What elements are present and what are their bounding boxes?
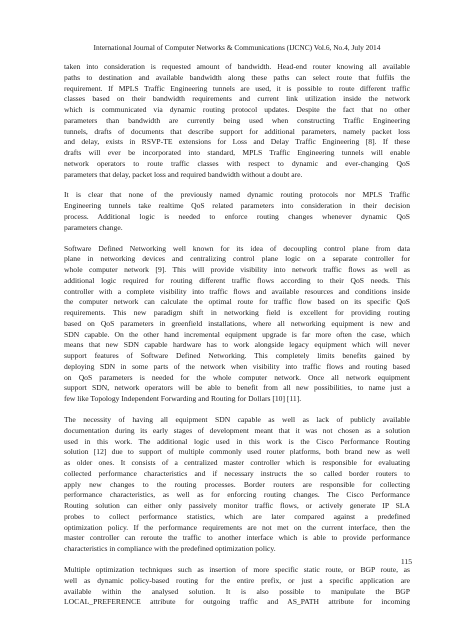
paragraph-2 [64,190,410,233]
text-line: support features of Software Defined Networking. This completely limits benefits gained by [64,351,410,361]
text-line: available within the analysed solution. It is also possible to manipulate the BGP [64,586,410,596]
text-line: means that new SDN capable hardware has to work alongside legacy equipment which will never [64,340,410,350]
text-line: SDN capable. On the other hand incremental equipment upgrade is far more often the case, which [64,329,410,339]
text-line: and delay, exists in RSVP-TE extensions for Loss and Delay Traffic Engineering [8]. If these [64,137,410,147]
text-line: requirements. This new paradigm shift in networking field is excellent for providing routing [64,308,410,318]
text-line: drafts will ever be incorporated into standard, MPLS Traffic Engineering tunnels will enable [64,148,410,157]
paragraph-5 [64,565,410,608]
text-line: which is communicated via dynamic routing protocol updates. Despite the fact that no other [64,105,410,114]
text-line: paths to destination and available bandwidth along these paths can select route that fulfils the [64,72,410,82]
text-line: parameters that delay, packet loss and required bandwidth without a doubt are. [64,169,303,179]
text-line: process. Additional logic is needed to enforce routing changes whenever dynamic QoS [64,211,410,221]
running-header: International Journal of Computer Networks & Communications (IJCNC) Vol.6, No.4, July 2014 [93,43,381,52]
text-line: plane in networking devices and centralizing control plane logic on a separate controller for [64,254,410,264]
text-line: additional logic required for routing different traffic flows according to their QoS needs. This [64,275,410,285]
text-line: support SDN, network operators will be able to benefit from all new possibilities, to name just a [64,383,410,393]
article-body [64,62,410,618]
text-line: solution [12] due to support of multiple commonly used router platforms, both brand new as well [64,447,410,457]
text-line: few like Topology Independent Forwarding and Routing for Dollars [10] [11]. [64,394,302,404]
paragraph-4 [64,415,410,555]
text-line: requirement. If MPLS Traffic Engineering tunnels are used, it is possible to route different traffic [64,83,410,93]
text-line: Software Defined Networking well known for its idea of decoupling control plane from data [64,243,410,253]
text-line: collected performance characteristics and if necessary instructs the so called border routers to [64,468,410,478]
text-line: network operators to route traffic classes with respect to dynamic and ever-changing QoS [64,158,410,168]
paragraph-1 [64,62,410,180]
text-line: controller with a complete visibility into traffic flows and available resources and conditions inside [64,286,410,296]
text-line: based on QoS parameters in greenfield installations, where all networking equipment is new and [64,318,410,328]
text-line: LOCAL_PREFERENCE attribute for outgoing traffic and AS_PATH attribute for incoming [64,597,410,607]
text-line: probes to collect performance statistics, which are later compared against a predefined [64,511,410,521]
text-line: apply new changes to the routing processes. Border routers are responsible for collecting [64,479,410,489]
text-line: parameters change. [64,222,123,232]
text-line: characteristics in compliance with the predefined optimization policy. [64,544,276,554]
text-line: It is clear that none of the previously named dynamic routing protocols nor MPLS Traffic [64,190,410,200]
text-line: whole computer network [9]. This will provide visibility into network traffic flows as well as [64,265,410,275]
text-line: taken into consideration is requested amount of bandwidth. Head-end router knowing all available [64,62,410,71]
text-line: Engineering tunnels take realtime QoS related parameters into consideration in their decision [64,201,410,211]
text-line: The necessity of having all equipment SDN capable as well as lack of publicly available [64,415,410,425]
text-line: tunnels, drafts of documents that describe support for additional parameters, namely packet loss [64,126,410,136]
text-line: Multiple optimization techniques such as insertion of more specific static route, or BGP route, as [64,565,410,574]
text-line: on QoS parameters is needed for the whole computer network. Once all network equipment [64,372,410,382]
text-line: performance characteristics, as well as for enforcing routing changes. The Cisco Performance [64,490,410,500]
text-line: used in this work. The additional logic used in this work is the Cisco Performance Routing [64,436,410,446]
text-line: documentation during its early stages of development meant that it was not chosen as a solution [64,425,410,435]
text-line: Routing solution can either only passively monitor traffic flows, or actively generate IP SLA [64,501,410,511]
page-number: 115 [400,557,412,566]
text-line: classes based on their bandwidth requirements and current link utilization inside the network [64,94,410,104]
text-line: the computer network can calculate the optimal route for traffic flow based on its specific QoS [64,297,410,307]
paragraph-3 [64,244,410,405]
text-line: optimization policy. If the performance requirements are not met on the current interface, then the [64,522,410,532]
text-line: parameters than bandwidth are currently being used when constructing Traffic Engineering [64,115,410,125]
text-line: well as dynamic policy-based routing for the entire prefix, or just a specific application are [64,575,410,585]
text-line: as older ones. It consists of a centralized master controller which is responsible for evaluating [64,458,410,468]
text-line: master controller can reroute the traffic to another interface which is able to provide performance [64,533,410,543]
text-line: deploying SDN in some parts of the network when visibility into traffic flows and routing based [64,361,410,371]
